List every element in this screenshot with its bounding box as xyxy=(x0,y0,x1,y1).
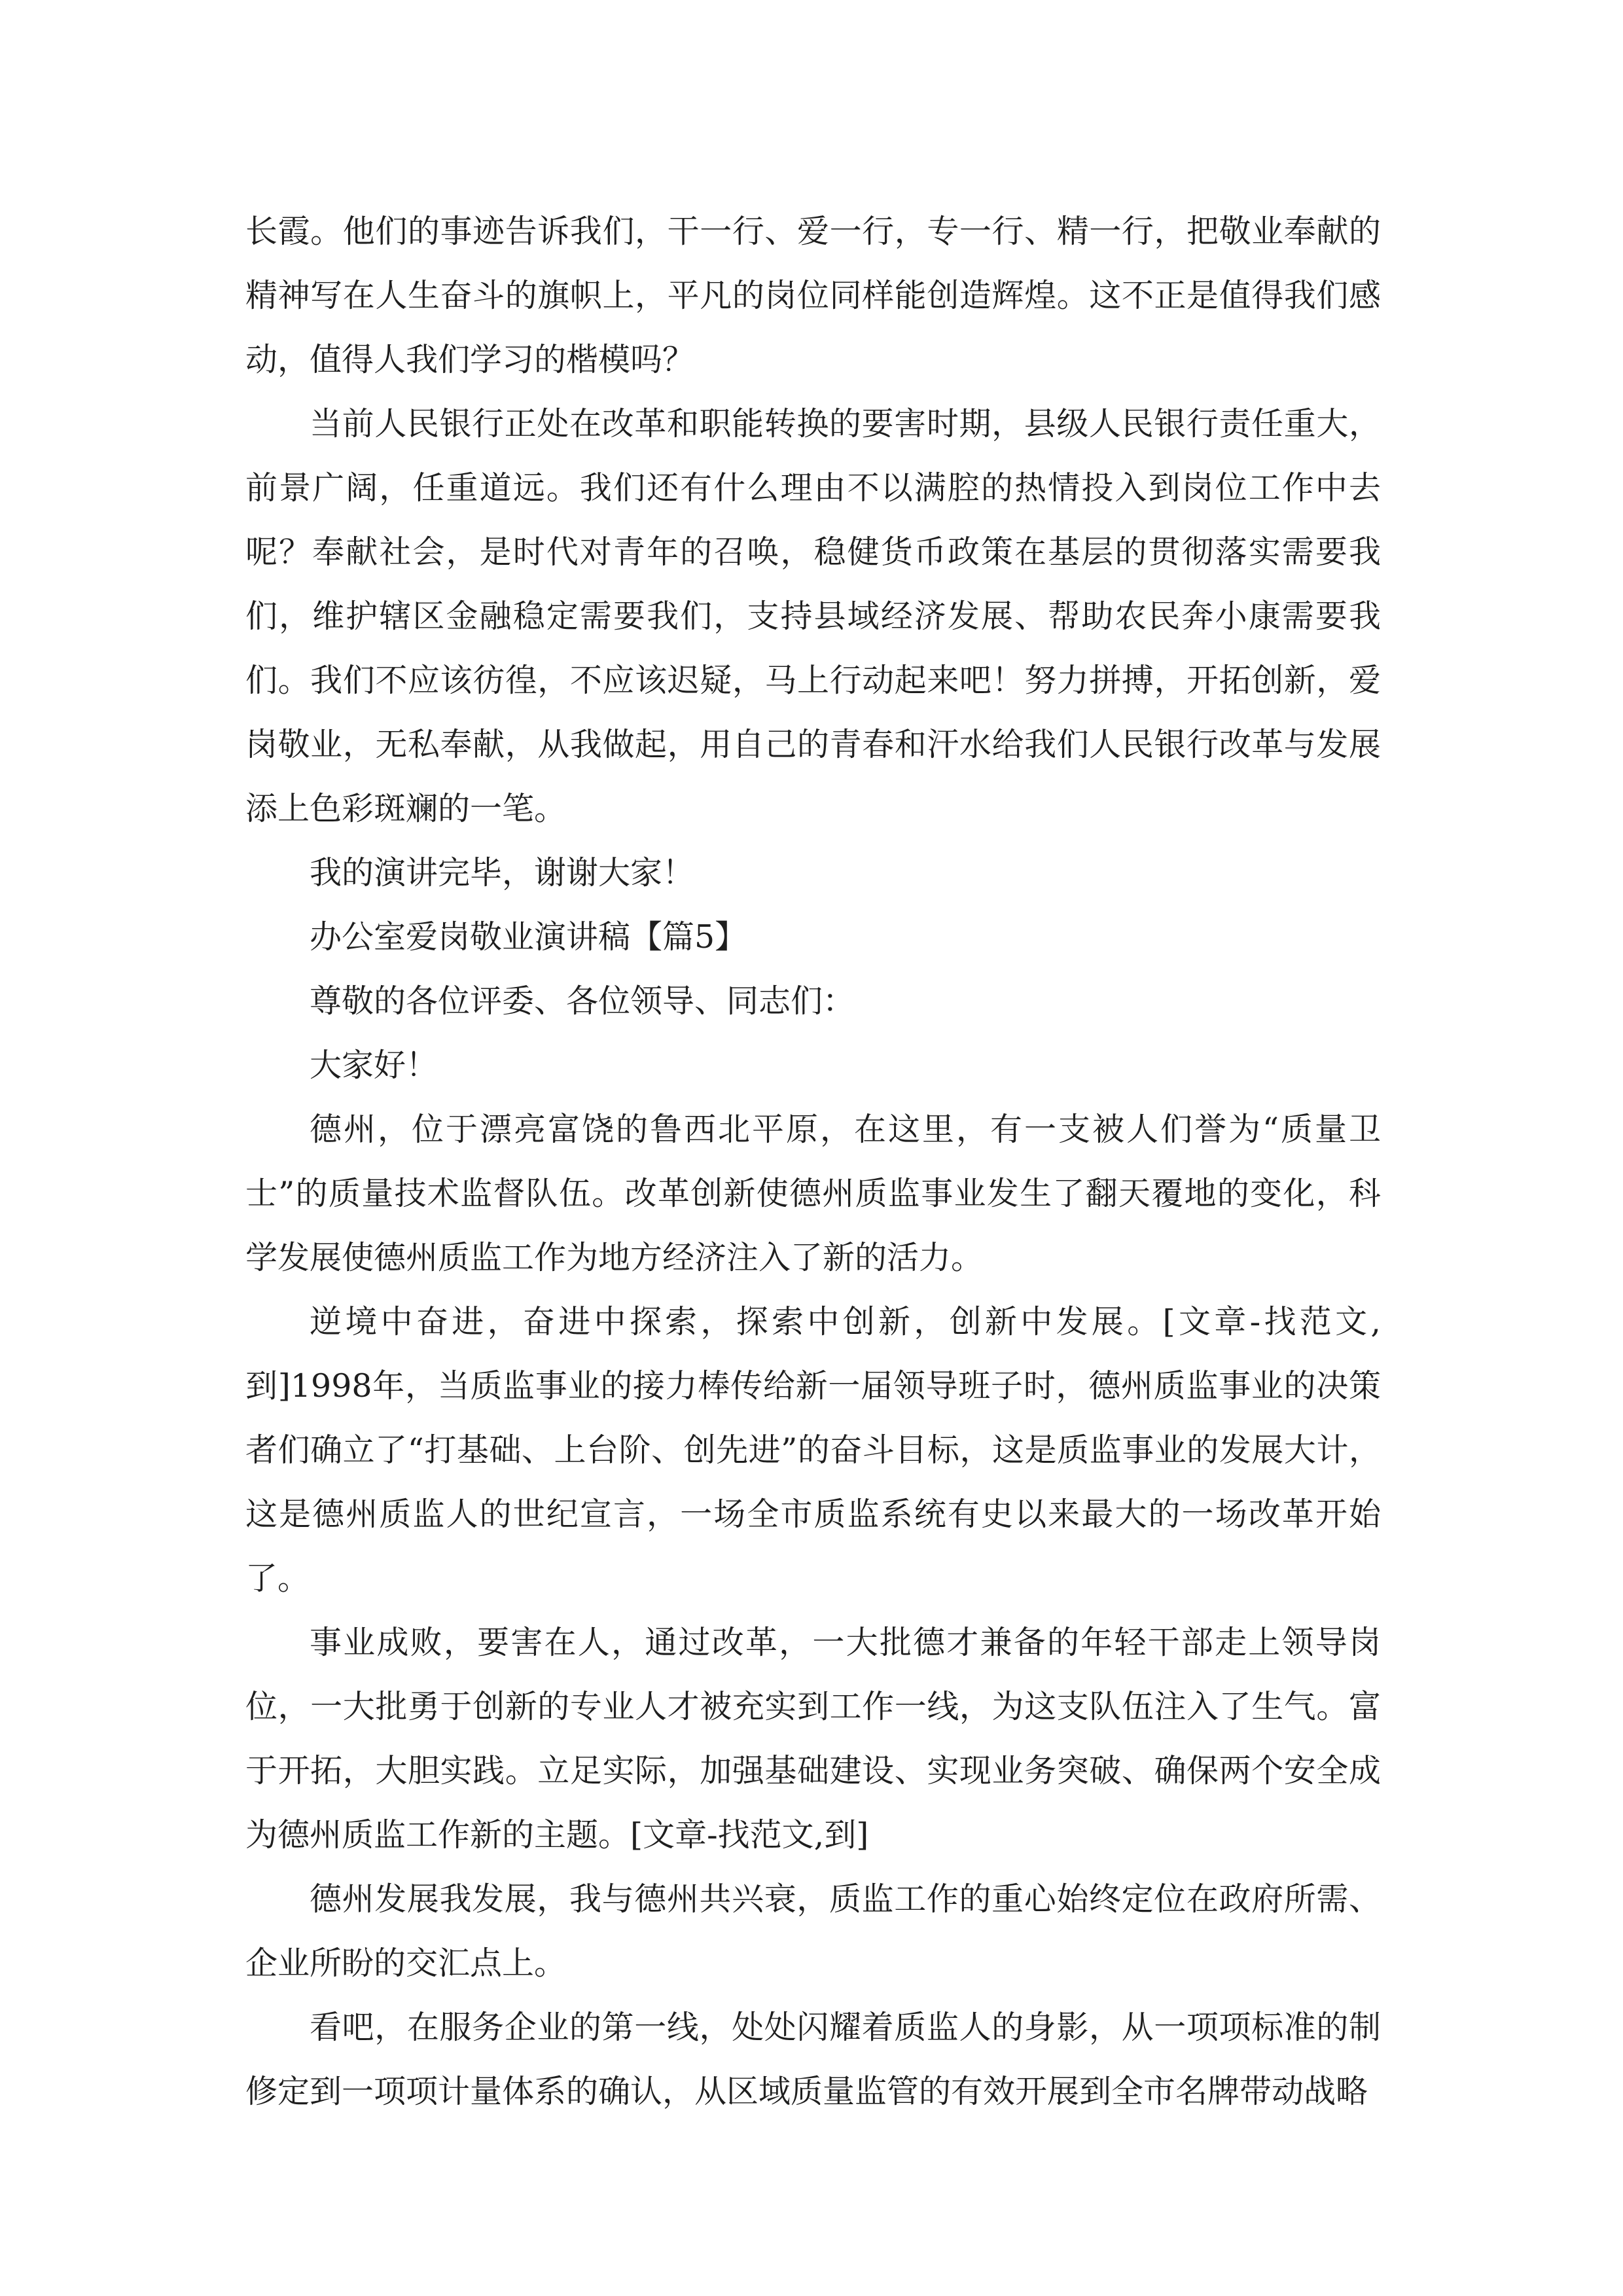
salutation: 尊敬的各位评委、各位领导、同志们： xyxy=(310,982,855,1020)
document-body xyxy=(245,200,1381,2124)
paragraph: 逆境中奋进，奋进中探索，探索中创新，创新中发展。[文章-找范文,到]1998年，当质监事业的接力棒传给新一届领导班子时，德州质监事业的决策者们确立了“打基础、上台阶、创先进”的奋斗目标，这是质监事业的发展大计，这是德州质监人的世纪宣言，一场全市质监系统有史以来最大的一场改革开始了。 xyxy=(245,1303,1381,1597)
paragraph: 看吧，在服务企业的第一线，处处闪耀着质监人的身影，从一项项标准的制修定到一项项计量体系的确认，从区域质量监管的有效开展到全市名牌带动战略 xyxy=(245,2009,1381,2110)
section-title: 办公室爱岗敬业演讲稿【篇5】 xyxy=(310,918,747,956)
paragraph: 事业成败，要害在人，通过改革，一大批德才兼备的年轻干部走上领导岗位，一大批勇于创新的专业人才被充实到工作一线，为这支队伍注入了生气。富于开拓，大胆实践。立足实际，加强基础建设、实现业务突破、确保两个安全成为德州质监工作新的主题。[文章-找范文,到] xyxy=(245,1624,1381,1854)
paragraph: 德州发展我发展，我与德州共兴衰，质监工作的重心始终定位在政府所需、企业所盼的交汇点上。 xyxy=(245,1880,1381,1982)
paragraph: 德州，位于漂亮富饶的鲁西北平原，在这里，有一支被人们誉为“质量卫士”的质量技术监督队伍。改革创新使德州质监事业发生了翻天覆地的变化，科学发展使德州质监工作为地方经济注入了新的活力。 xyxy=(245,1111,1381,1276)
greeting: 大家好！ xyxy=(310,1047,438,1084)
paragraph-closing: 我的演讲完毕，谢谢大家！ xyxy=(310,854,695,891)
paragraph-continuation: 长霞。他们的事迹告诉我们，干一行、爱一行，专一行、精一行，把敬业奉献的精神写在人生奋斗的旗帜上，平凡的岗位同样能创造辉煌。这不正是值得我们感动，值得人我们学习的楷模吗？ xyxy=(245,213,1381,378)
paragraph: 当前人民银行正处在改革和职能转换的要害时期，县级人民银行责任重大，前景广阔，任重道远。我们还有什么理由不以满腔的热情投入到岗位工作中去呢？奉献社会，是时代对青年的召唤，稳健货币政策在基层的贯彻落实需要我们，维护辖区金融稳定需要我们，支持县域经济发展、帮助农民奔小康需要我们。我们不应该彷徨，不应该迟疑，马上行动起来吧！努力拼搏，开拓创新，爱岗敬业，无私奉献，从我做起，用自己的青春和汗水给我们人民银行改革与发展添上色彩斑斓的一笔。 xyxy=(245,405,1381,827)
